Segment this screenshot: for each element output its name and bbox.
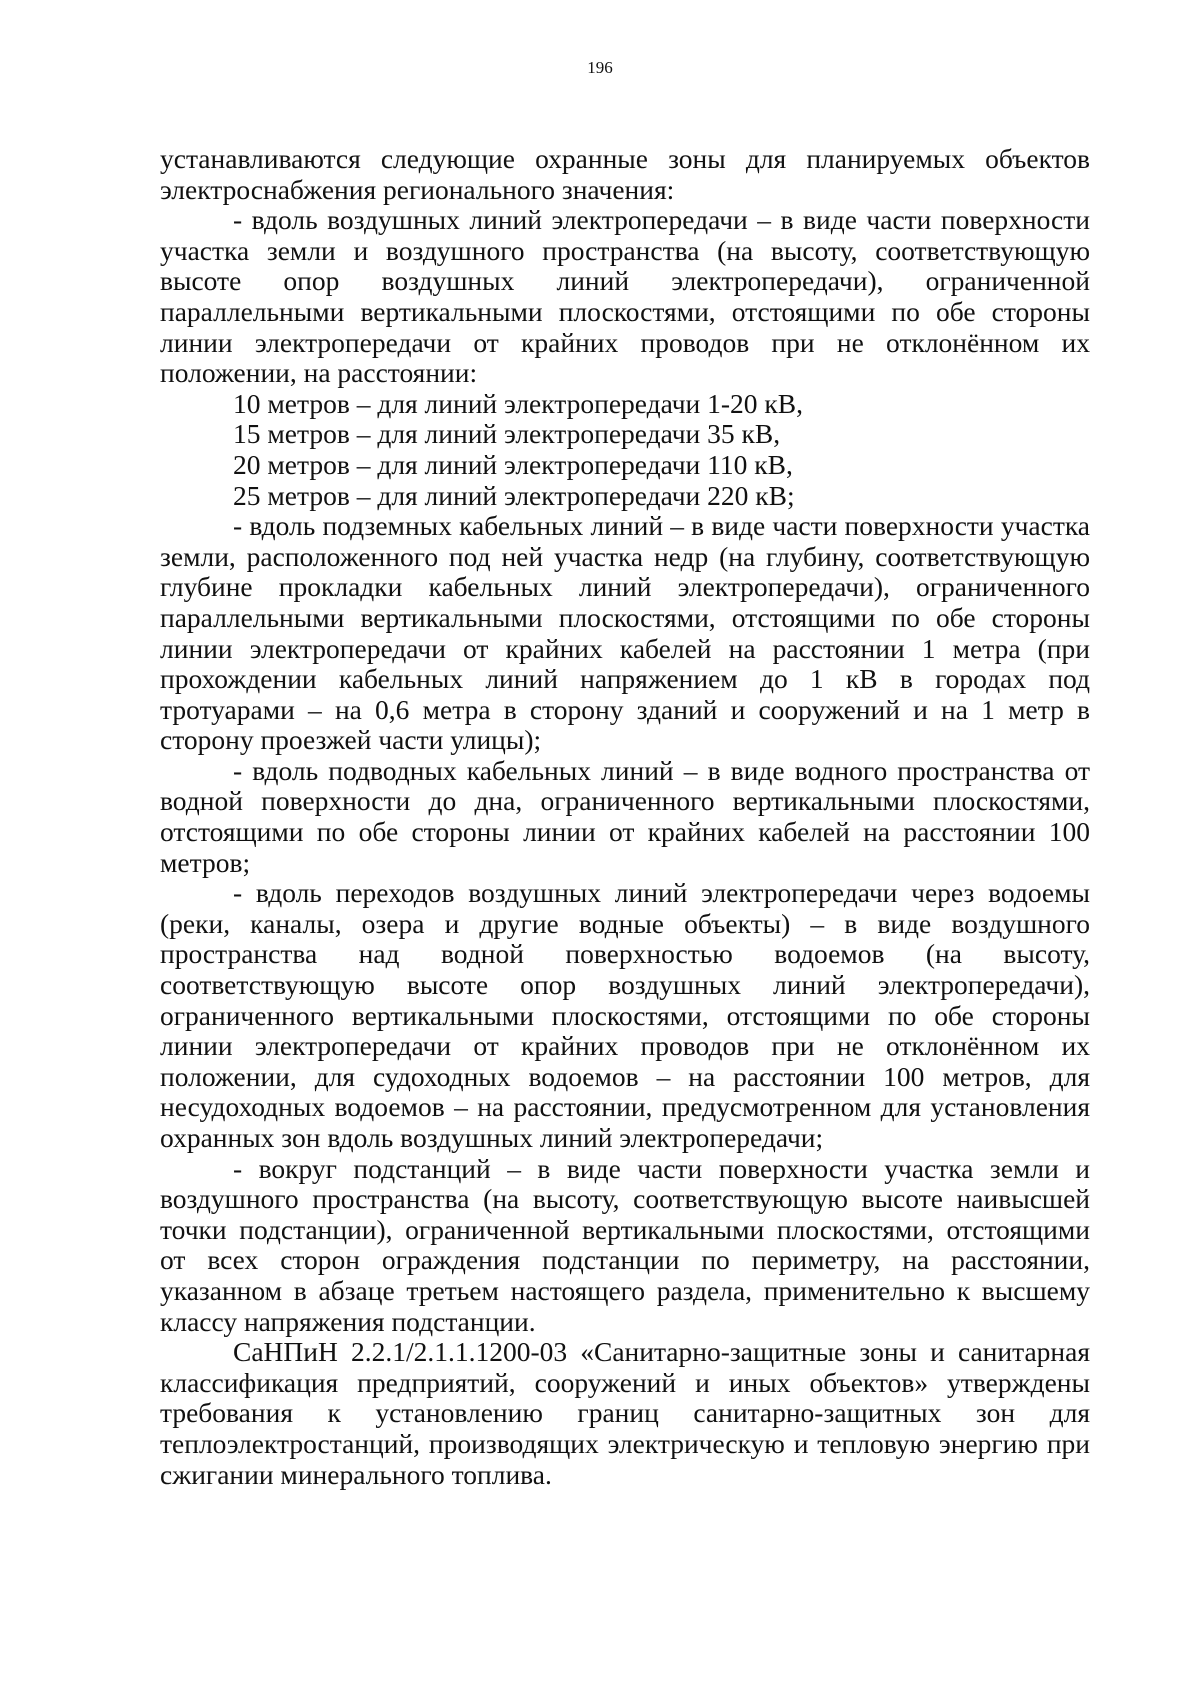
paragraph-underground-cables: - вдоль подземных кабельных линий – в виде части поверхности участка земли, расположенного под ней участка недр (на глубину, соответствующую глубине прокладки кабельных линий электропередачи), ограниченного параллельными вертикальными плоскостями, отстоящими по обе стороны линии электропередачи от крайних кабелей на расстоянии 1 метра (при прохождении кабельных линий напряжением до 1 кВ в городах под тротуарами – на 0,6 метра в сторону зданий и сооружений и на 1 метр в сторону проезжей части улицы); <box>160 510 1090 756</box>
paragraph-intro: устанавливаются следующие охранные зоны для планируемых объектов электроснабжения регионального значения: <box>160 143 1090 205</box>
distance-item-110kv: 20 метров – для линий электропередачи 110 кВ, <box>233 448 793 480</box>
paragraph-overhead-lines: - вдоль воздушных линий электропередачи – в виде части поверхности участка земли и воздушного пространства (на высоту, соответствующую высоте опор воздушных линий электропередачи), ограниченной параллельными вертикальными плоскостями, отстоящими по обе стороны линии электропередачи от крайних проводов при не отклонённом их положении, на расстоянии: <box>160 204 1090 389</box>
paragraph-underwater-cables: - вдоль подводных кабельных линий – в виде водного пространства от водной поверхности до дна, ограниченного вертикальными плоскостями, отстоящими по обе стороны линии от крайних кабелей на расстоянии 100 метров; <box>160 754 1090 878</box>
distance-item-1-20kv: 10 метров – для линий электропередачи 1-20 кВ, <box>233 387 804 419</box>
distance-item-35kv: 15 метров – для линий электропередачи 35 кВ, <box>233 418 781 450</box>
paragraph-water-crossings: - вдоль переходов воздушных линий электропередачи через водоемы (реки, каналы, озера и другие водные объекты) – в виде воздушного пространства над водной поверхностью водоемов (на высоту, соответствующую высоте опор воздушных линий электропередачи), ограниченного вертикальными плоскостями, отстоящими по обе стороны линии электропередачи от крайних проводов при не отклонённом их положении, для судоходных водоемов – на расстоянии 100 метров, для несудоходных водоемов – на расстоянии, предусмотренном для установления охранных зон вдоль воздушных линий электропередачи; <box>160 877 1090 1153</box>
paragraph-sanpin: СаНПиН 2.2.1/2.1.1.1200-03 «Санитарно-защитные зоны и санитарная классификация предприятий, сооружений и иных объектов» утверждены требования к установлению границ санитарно-защитных зон для теплоэлектростанций, производящих электрическую и тепловую энергию при сжигании минерального топлива. <box>160 1336 1090 1490</box>
document-body <box>160 144 1090 1490</box>
paragraph-substations: - вокруг подстанций – в виде части поверхности участка земли и воздушного пространства (на высоту, соответствующую высоте наивысшей точки подстанции), ограниченной вертикальными плоскостями, отстоящими от всех сторон ограждения подстанции по периметру, на расстоянии, указанном в абзаце третьем настоящего раздела, применительно к высшему классу напряжения подстанции. <box>160 1152 1090 1337</box>
distance-item-220kv: 25 метров – для линий электропередачи 220 кВ; <box>233 479 795 511</box>
page-number: 196 <box>587 58 613 77</box>
